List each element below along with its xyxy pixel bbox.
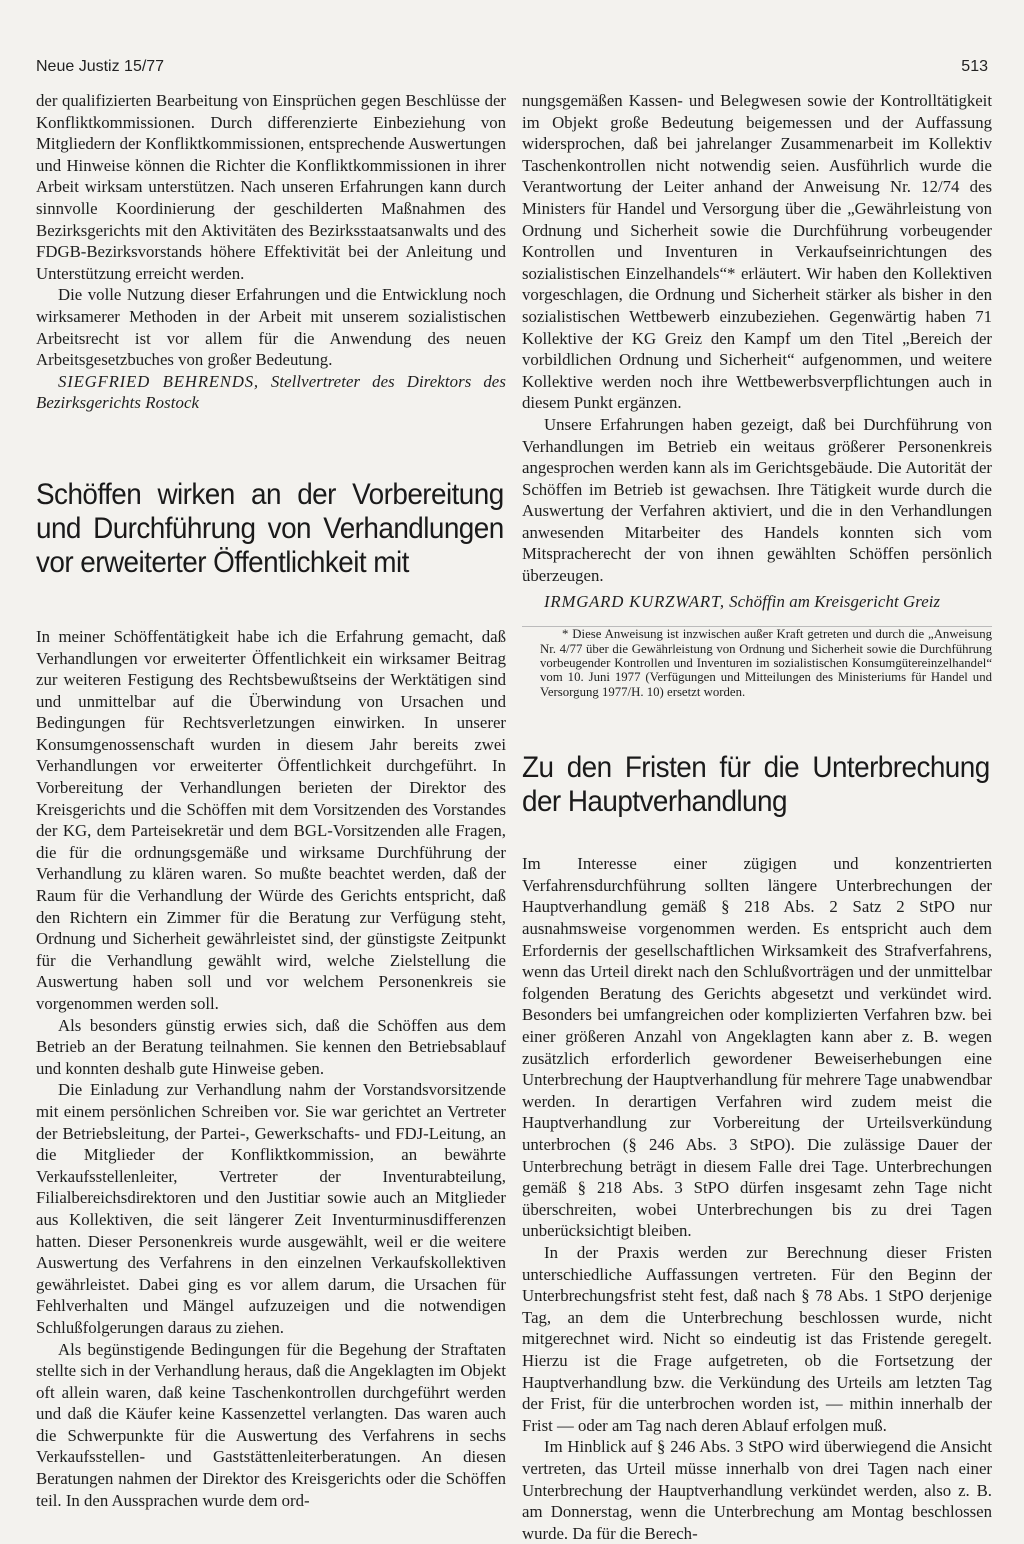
paragraph: nungsgemäßen Kassen- und Belegwesen sowie der Kontrolltätigkeit im Objekt große Bedeutung beigemessen und der Auffassung widersprochen, daß bei jahrelanger Zusammenarbeit im Kollektiv Taschenkontrollen nicht notwendig seien. Ausführlich wurde die Verantwortung der Leiter anhand der Anweisung Nr. 12/74 des Ministers für Handel und Versorgung über die „Gewährleistung von Ordnung und Sicherheit sowie die Durchführung vorbeugender Kontrollen und Inventuren in Verkaufseinrichtungen des sozialistischen Einzelhandels“* erläutert. Wir haben den Kollektiven vorgeschlagen, die Ordnung und Sicherheit stärker als bisher in den sozialistischen Wettbewerb einzubeziehen. Gegenwärtig haben 71 Kollektive der KG Greiz den Kampf um den Titel „Bereich der vorbildlichen Ordnung und Sicherheit“ aufgenommen, und weitere Kollektive werden noch ihre Wettbewerbsverpflichtungen auch in diesem Punkt ergänzen.	[522, 91, 992, 413]
author-name: SIEGFRIED BEHRENDS,	[58, 371, 259, 391]
article-heading: Zu den Fristen für die Unterbrechung der Hauptverhandlung	[522, 751, 990, 819]
paragraph: der qualifizierten Bearbeitung von Einsprüchen gegen Beschlüsse der Konfliktkommissionen. Durch differenzierte Einbeziehung von Mitgliedern der Konfliktkommissionen, entsprechende Auswertungen und Hinweise können die Richter die Konfliktkommissionen in ihrer Arbeit wirksam unterstützen. Nach unseren Erfahrungen kann durch sinnvolle Koordinierung der geschilderten Maßnahmen des Bezirksgerichts mit den Aktivitäten des Bezirksstaatsanwalts und des FDGB-Bezirksvorstands höhere Effektivität bei der Anleitung und Unterstützung erreicht werden.	[36, 91, 506, 283]
footnote: * Diese Anweisung ist inzwischen außer Kraft getreten und durch die „Anweisung Nr. 4/77 über die Gewährleistung von Ordnung und Sicherheit sowie die Durchführung vorbeugender Kontrollen und Inventuren im sozialistischen Konsumgütereinzelhandel“ vom 10. Juni 1977 (Verfügungen und Mitteilungen des Ministeriums für Handel und Versorgung 1977/H. 10) ersetzt worden.	[540, 627, 992, 699]
author-role: Stellvertreter des Direktors des Bezirksgerichts Rostock	[36, 371, 506, 413]
paragraph: Im Interesse einer zügigen und konzentrierten Verfahrensdurchführung sollten längere Unterbrechungen der Hauptverhandlung gemäß § 218 Abs. 2 Satz 2 StPO nur ausnahmsweise vorgenommen werden. Es entspricht auch dem Erfordernis der gesellschaftlichen Wirksamkeit des Strafverfahrens, wenn das Urteil direkt nach den Schlußvorträgen und der unmittelbar folgenden Beratung des Gerichts abgesetzt und verkündet wird. Besonders bei umfangreichen oder komplizierten Verfahren bzw. bei einer größeren Anzahl von Angeklagten kann aber z. B. wegen zusätzlich erforderlich gewordener Beweiserhebungen eine Unterbrechung der Hauptverhandlung für mehrere Tage unabwendbar werden. In derartigen Verfahren wird zudem meist die Hauptverhandlung zur Vorbereitung der Urteilsverkündung unterbrochen (§ 246 Abs. 3 StPO). Die zulässige Dauer der Unterbrechung beträgt in diesem Falle drei Tage. Unterbrechungen gemäß § 218 Abs. 3 StPO dürfen insgesamt zehn Tage nicht überschreiten, wobei Unterbrechungen bis zu drei Tagen unberücksichtigt bleiben.	[522, 854, 992, 1241]
author-signature	[36, 371, 506, 414]
page-number: 513	[961, 58, 988, 75]
running-head	[36, 58, 988, 84]
author-role: Schöffin am Kreisgericht Greiz	[724, 591, 941, 611]
paragraph: Die Einladung zur Verhandlung nahm der Vorstandsvorsitzende mit einem persönlichen Schreiben vor. Sie war gerichtet an Vertreter der Betriebsleitung, der Partei-, Gewerkschafts- und FDJ-Leitung, an die Mitglieder der Konfliktkommission, an bewährte Verkaufsstellenleiter, Vertreter der Inventurabteilung, Filialbereichsdirektoren und den Justitiar sowie auch an Mitglieder aus Kollektiven, die seit längerer Zeit Inventurminusdifferenzen hatten. Dieser Personenkreis wurde ausgewählt, weil er die weitere Auswertung des Verfahrens in den einzelnen Verkaufskollektiven gewährleistet. Dabei ging es vor allem darum, die Ursachen für Fehlverhalten und Mängel aufzuzeigen und die notwendigen Schlußfolgerungen daraus zu ziehen.	[36, 1080, 506, 1337]
right-column	[522, 90, 992, 1543]
paragraph: Im Hinblick auf § 246 Abs. 3 StPO wird überwiegend die Ansicht vertreten, das Urteil müsse innerhalb von drei Tagen nach einer Unterbrechung der Hauptverhandlung verkündet werden, also z. B. am Donnerstag, wenn die Unterbrechung am Montag beschlossen wurde. Da für die Berech-	[522, 1437, 992, 1543]
author-name: IRMGARD KURZWART,	[544, 591, 725, 611]
journal-title: Neue Justiz 15/77	[36, 58, 165, 75]
article-heading: Schöffen wirken an der Vorbereitung und Durchführung von Verhandlungen vor erweiterter Öffentlichkeit mit	[36, 477, 504, 579]
author-signature	[522, 591, 992, 613]
paragraph: Unsere Erfahrungen haben gezeigt, daß bei Durchführung von Verhandlungen im Betrieb ein weitaus größerer Personenkreis angesprochen werden kann als im Gerichtsgebäude. Die Autorität der Schöffen im Betrieb ist gewachsen. Ihre Tätigkeit wurde durch die Auswertung der Verfahren aktiviert, und die in den Verhandlungen anwesenden Mitarbeiter des Handels konnten sich vom Mitspracherecht der von ihnen gewählten Schöffen persönlich überzeugen.	[522, 414, 992, 586]
paragraph: Die volle Nutzung dieser Erfahrungen und die Entwicklung noch wirksamerer Methoden in der Arbeit mit unserem sozialistischen Arbeitsrecht ist vor allem für die Anwendung des neuen Arbeitsgesetzbuches von großer Bedeutung.	[36, 285, 506, 370]
paragraph: In meiner Schöffentätigkeit habe ich die Erfahrung gemacht, daß Verhandlungen vor erweiterter Öffentlichkeit ein wirksamer Beitrag zur weiteren Festigung des Rechtsbewußtseins der Werktätigen sind und unmittelbar auf die Überwindung von Ursachen und Bedingungen für Rechtsverletzungen einwirken. In unserer Konsumgenossenschaft wurden in diesem Jahr bereits zwei Verhandlungen vor erweiterter Öffentlichkeit durchgeführt. In Vorbereitung der Verhandlungen berieten der Direktor des Kreisgerichts und die Schöffen mit dem Vorsitzenden des Vorstandes der KG, dem Parteisekretär und dem BGL-Vorsitzenden alle Fragen, die für die ordnungsgemäße und wirksame Durchführung der Verhandlung zu klären waren. So mußte beachtet werden, daß der Raum für die Verhandlung der Würde des Gerichts entspricht, daß den Richtern ein Zimmer für die Beratung zur Verfügung steht, Ordnung und Sicherheit gewährleistet sind, der günstigste Zeitpunkt für die Verhandlung gewählt wird, welche Zielstellung die Auswertung haben soll und vor welchem Personenkreis sie vorgenommen werden soll.	[36, 626, 506, 1013]
paragraph: Als besonders günstig erwies sich, daß die Schöffen aus dem Betrieb an der Beratung teilnahmen. Sie kennen den Betriebsablauf und konnten deshalb gute Hinweise geben.	[36, 1015, 506, 1078]
paragraph: In der Praxis werden zur Berechnung dieser Fristen unterschiedliche Auffassungen vertreten. Für den Beginn der Unterbrechungsfrist steht fest, daß nach § 78 Abs. 1 StPO derjenige Tag, an dem die Unterbrechung beschlossen wurde, nicht mitgerechnet wird. Nicht so eindeutig ist das Fristende geregelt. Hierzu ist die Frage aufgetreten, ob die Fortsetzung der Hauptverhandlung bzw. die Verkündung des Urteils am letzten Tag der Frist, für die unterbrochen worden ist, — mithin innerhalb der Frist — oder am Tag nach deren Ablauf erfolgen muß.	[522, 1242, 992, 1435]
left-column	[36, 90, 506, 1510]
paragraph: Als begünstigende Bedingungen für die Begehung der Straftaten stellte sich in der Verhandlung heraus, daß die Angeklagten im Objekt oft allein waren, daß keine Taschenkontrollen durchgeführt werden und daß die Käufer keine Kassenzettel verlangten. Das waren auch die Schwerpunkte für die Auswertung des Verfahrens in sechs Verkaufsstellen- und Gaststättenleiterberatungen. An diesen Beratungen nahmen der Direktor des Kreisgerichts oder die Schöffen teil. In den Aussprachen wurde dem ord-	[36, 1339, 506, 1510]
